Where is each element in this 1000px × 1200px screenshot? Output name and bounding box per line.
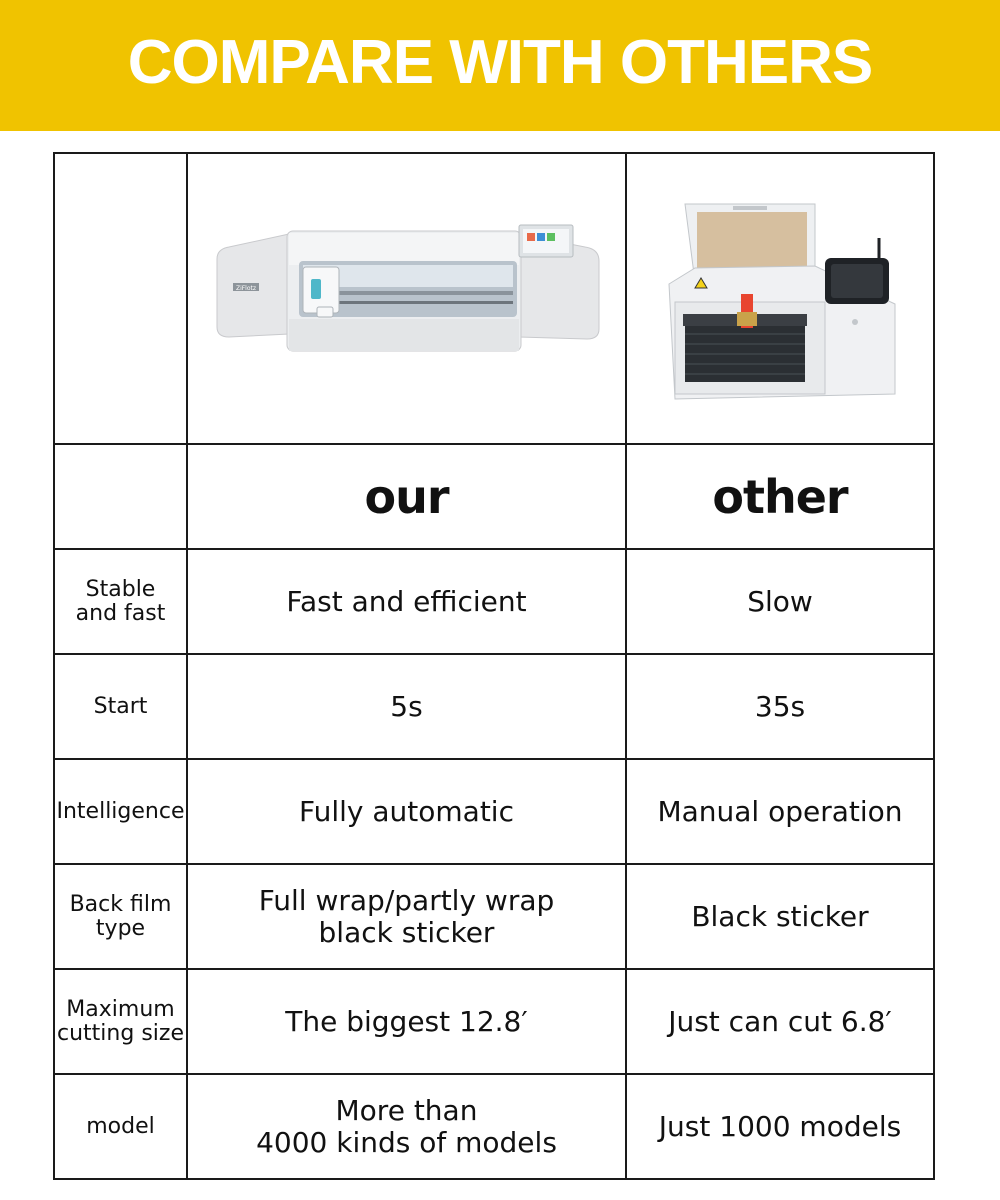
row-label: Start xyxy=(93,693,148,719)
our-value: More than 4000 kinds of models xyxy=(256,1093,557,1159)
row-label: Intelligence xyxy=(56,798,185,824)
other-value: 35s xyxy=(754,689,806,723)
table-row xyxy=(54,1074,934,1179)
brand-logo-text: ZiFlotz xyxy=(235,284,256,292)
our-value: 5s xyxy=(390,689,423,723)
our-header: our xyxy=(364,469,449,524)
row-label: Back film type xyxy=(69,891,172,941)
our-value: The biggest 12.8′ xyxy=(285,1004,528,1038)
our-value: Full wrap/partly wrap black sticker xyxy=(258,883,555,949)
other-value: Manual operation xyxy=(657,794,903,828)
our-value: Fully automatic xyxy=(299,794,514,828)
other-product-cell xyxy=(626,153,934,444)
other-value: Just 1000 models xyxy=(658,1109,902,1143)
other-header-cell xyxy=(626,444,934,549)
table-row xyxy=(54,759,934,864)
table-row xyxy=(54,969,934,1074)
other-header: other xyxy=(712,469,848,524)
our-header-cell xyxy=(187,444,626,549)
other-value: Slow xyxy=(747,584,813,618)
laser-engraver-machine-image xyxy=(655,194,905,404)
empty-corner-cell xyxy=(54,153,187,444)
comparison-table xyxy=(53,152,935,1180)
table-row xyxy=(54,864,934,969)
header-banner xyxy=(0,0,1000,131)
row-label: Stable and fast xyxy=(75,576,166,626)
other-value: Black sticker xyxy=(691,899,869,933)
empty-header-cell xyxy=(54,444,187,549)
page-title: COMPARE WITH OTHERS xyxy=(127,28,873,97)
film-cutting-plotter-image xyxy=(207,219,607,379)
image-row xyxy=(54,153,934,444)
other-value: Just can cut 6.8′ xyxy=(668,1004,892,1038)
row-label: model xyxy=(86,1113,155,1139)
table-row xyxy=(54,549,934,654)
row-label: Maximum cutting size xyxy=(57,996,184,1046)
our-product-cell xyxy=(187,153,626,444)
table-row xyxy=(54,654,934,759)
our-value: Fast and efficient xyxy=(286,584,527,618)
column-header-row xyxy=(54,444,934,549)
